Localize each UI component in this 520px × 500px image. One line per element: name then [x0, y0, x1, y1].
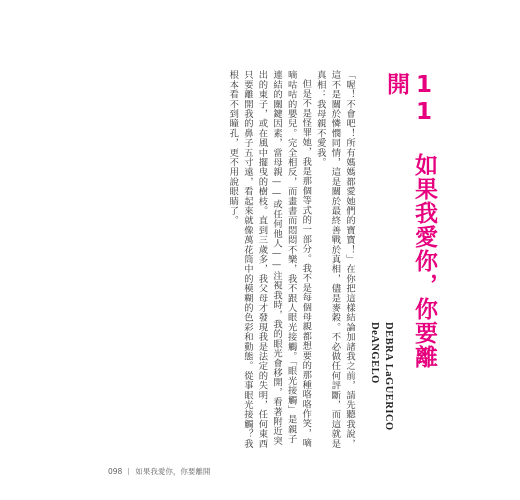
chapter-title [383, 72, 438, 372]
paragraph: 「喔！不會吧！所有媽媽都愛她們的寶寶！」在你把這樣結論加諸我之前，請先聽我說，這不是關於憐憫同情，這是關於最終善戰於真相，儘是麥穀。不必做任何評斷，而這就是真相：我母親不愛我。 [314, 70, 355, 449]
body-text [98, 70, 356, 450]
footer-divider [128, 468, 129, 475]
paragraph: 但是不是怪罪她，我是那個等式的一部分。我不是每個母親都想要的那種咯咯作笑，嘀嘀咕咕的嬰兒。完全相反，而畫書而悶悶不樂，我不跟人眼光接觸。「眼光接觸」是親子連結的關鍵因素，當母親——或任何他人——注視我時，我的眼光會移開，看著附近突出的東子，或在風中擺曳的樹枝。直到三歲多，我父母才發現我是法定的失明，任何東西只要離開我的鼻子五寸遠，看起來就像萬花筒中的模糊的色彩和動態。從事眼光接觸？我根本看不到瞳孔，更不用說眼睛了。 [227, 70, 312, 449]
running-title: 如果我愛你，你要離開 [135, 467, 211, 476]
page-number: 098 [108, 467, 123, 476]
chapter-title-text: 如果我愛你，你要離開 [383, 72, 437, 369]
page-footer [108, 466, 210, 477]
author-name: DEBRA LaGUERICO DeANGELO [369, 322, 394, 431]
chapter-number: 11 [411, 72, 437, 126]
